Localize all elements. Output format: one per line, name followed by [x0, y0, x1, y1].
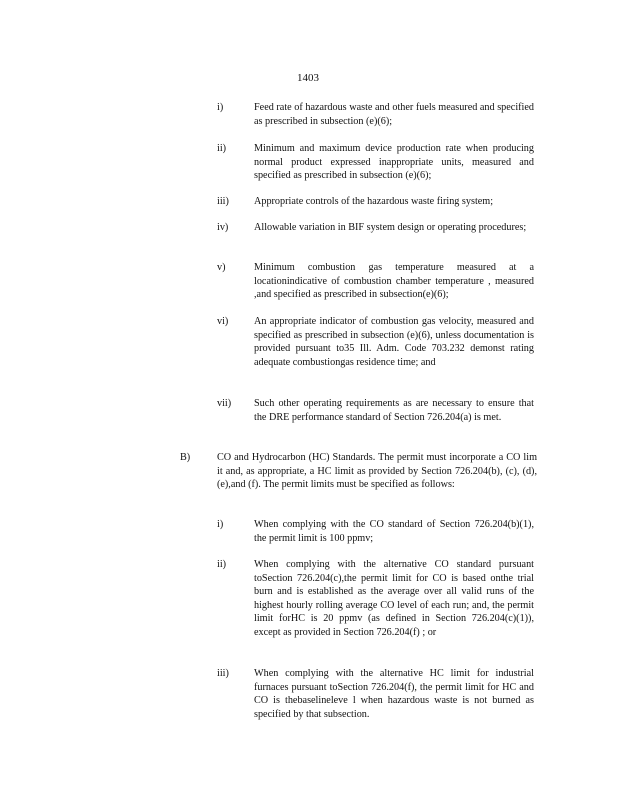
item-text: When complying with the alternative HC limit for industrial furnaces pursuant toSection 726.204(f), the permit limit for HC and CO is thebaselineleve l when hazardous waste is not burned as specified by that subsection. [254, 668, 534, 720]
item-label: vii) [217, 398, 232, 409]
item-label: i) [217, 102, 224, 113]
item-text: Minimum combustion gas temperature measured at a locationindicative of combustion chamber temperature , measured ,and specified as prescribed in subsection(e)(6); [254, 262, 534, 301]
item-label: i) [217, 519, 224, 530]
section-label: B) [180, 452, 191, 463]
item-text: An appropriate indicator of combustion gas velocity, measured and specified as prescribed in subsection (e)(6), unless documentation is provided pursuant to35 Ill. Adm. Code 703.232 demonst rating adequate combustiongas residence time; and [254, 316, 534, 368]
item-label: ii) [217, 559, 227, 570]
item-text: Feed rate of hazardous waste and other fuels measured and specified as prescribed in subsection (e)(6); [254, 102, 534, 127]
item-text: When complying with the alternative CO standard pursuant toSection 726.204(c),the permit limit for CO is based onthe trial burn and is established as the average over all valid runs of the highest hourly rolling average CO level of each run; and, the permit limit forHC is 20 ppmv (as defined in Section 726.204(c)(1)), except as provided in Section 726.204(f) ; or [254, 559, 534, 638]
item-label: iii) [217, 196, 229, 207]
item-text: Minimum and maximum device production rate when producing normal product expressed inappropriate units, measured and specified as prescribed in subsection (e)(6); [254, 143, 534, 182]
item-label: ii) [217, 143, 227, 154]
page-number: 1403 [297, 72, 319, 84]
item-label: iv) [217, 222, 229, 233]
item-label: vi) [217, 316, 229, 327]
item-text: Allowable variation in BIF system design or operating procedures; [254, 222, 527, 233]
item-label: v) [217, 262, 226, 273]
item-label: iii) [217, 668, 229, 679]
item-text: Such other operating requirements as are necessary to ensure that the DRE performance standard of Section 726.204(a) is met. [254, 398, 534, 423]
item-text: When complying with the CO standard of Section 726.204(b)(1), the permit limit is 100 ppmv; [254, 519, 534, 544]
section-text: CO and Hydrocarbon (HC) Standards. The permit must incorporate a CO lim it and, as appropriate, a HC limit as provided by Section 726.204(b), (c), (d), (e),and (f). The permit limits must be specified as follows: [217, 452, 537, 491]
item-text: Appropriate controls of the hazardous waste firing system; [254, 196, 494, 207]
